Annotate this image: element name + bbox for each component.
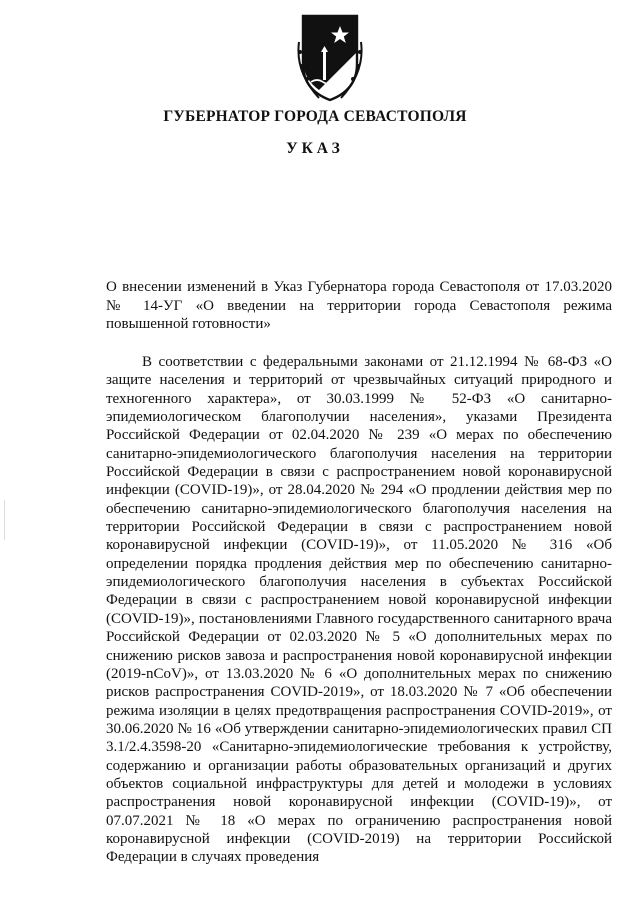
scan-margin-mark (4, 500, 5, 540)
issuer-title: ГУБЕРНАТОР ГОРОДА СЕВАСТОПОЛЯ (163, 108, 467, 125)
preamble-paragraph: В соответствии с федеральными законами от 21.12.1994 № 68-ФЗ «О защите населения и территорий от чрезвычайных ситуаций природного и техногенного характера», от 30.03.1999 № 52-ФЗ «О санитарно-эпидемиологическом благополучии населения», указами Президента Российской Федерации от 02.04.2020 № 239 «О мерах по обеспечению санитарно-эпидемиологического благополучия населения на территории Российской Федерации в связи с распространением новой коронавирусной инфекции (COVID-19)», от 28.04.2020 № 294 «О продлении действия мер по обеспечению санитарно-эпидемиологического благополучия населения на территории Российской Федерации в связи с распространением новой коронавирусной инфекции (COVID-19)», от 11.05.2020 № 316 «Об определении порядка продления действия мер по обеспечению санитарно-эпидемиологического благополучия населения в субъектах Российской Федерации в связи с распространением новой коронавирусной инфекции (COVID-19)», постановлениями Главного государственного санитарного врача Российской Федерации от 02.03.2020 № 5 «О дополнительных мерах по снижению рисков завоза и распространения новой коронавирусной инфекции (2019-nCoV)», от 13.03.2020 № 6 «О дополнительных мерах по снижению рисков распространения COVID-2019», от 18.03.2020 № 7 «Об обеспечении режима изоляции в целях предотвращения распространения COVID-2019», от 30.06.2020 № 16 «Об утверждении санитарно-эпидемиологических правил СП 3.1/2.4.3598-20 «Санитарно-эпидемиологические требования к устройству, содержанию и организации работы образовательных организаций и других объектов социальной инфраструктуры для детей и молодежи в условиях распространения новой коронавирусной инфекции (COVID-19)», от 07.07.2021 № 18 «О мерах по ограничению распространения новой коронавирусной инфекции (COVID-2019) на территории Российской Федерации в случаях проведения (106, 354, 612, 866)
document-subject: О внесении изменений в Указ Губернатора города Севастополя от 17.03.2020 № 14-УГ «О введении на территории города Севастополя режима повышенной готовности» (106, 279, 612, 332)
sevastopol-coat-of-arms-icon (297, 12, 363, 104)
document-type: УКАЗ (286, 140, 344, 157)
